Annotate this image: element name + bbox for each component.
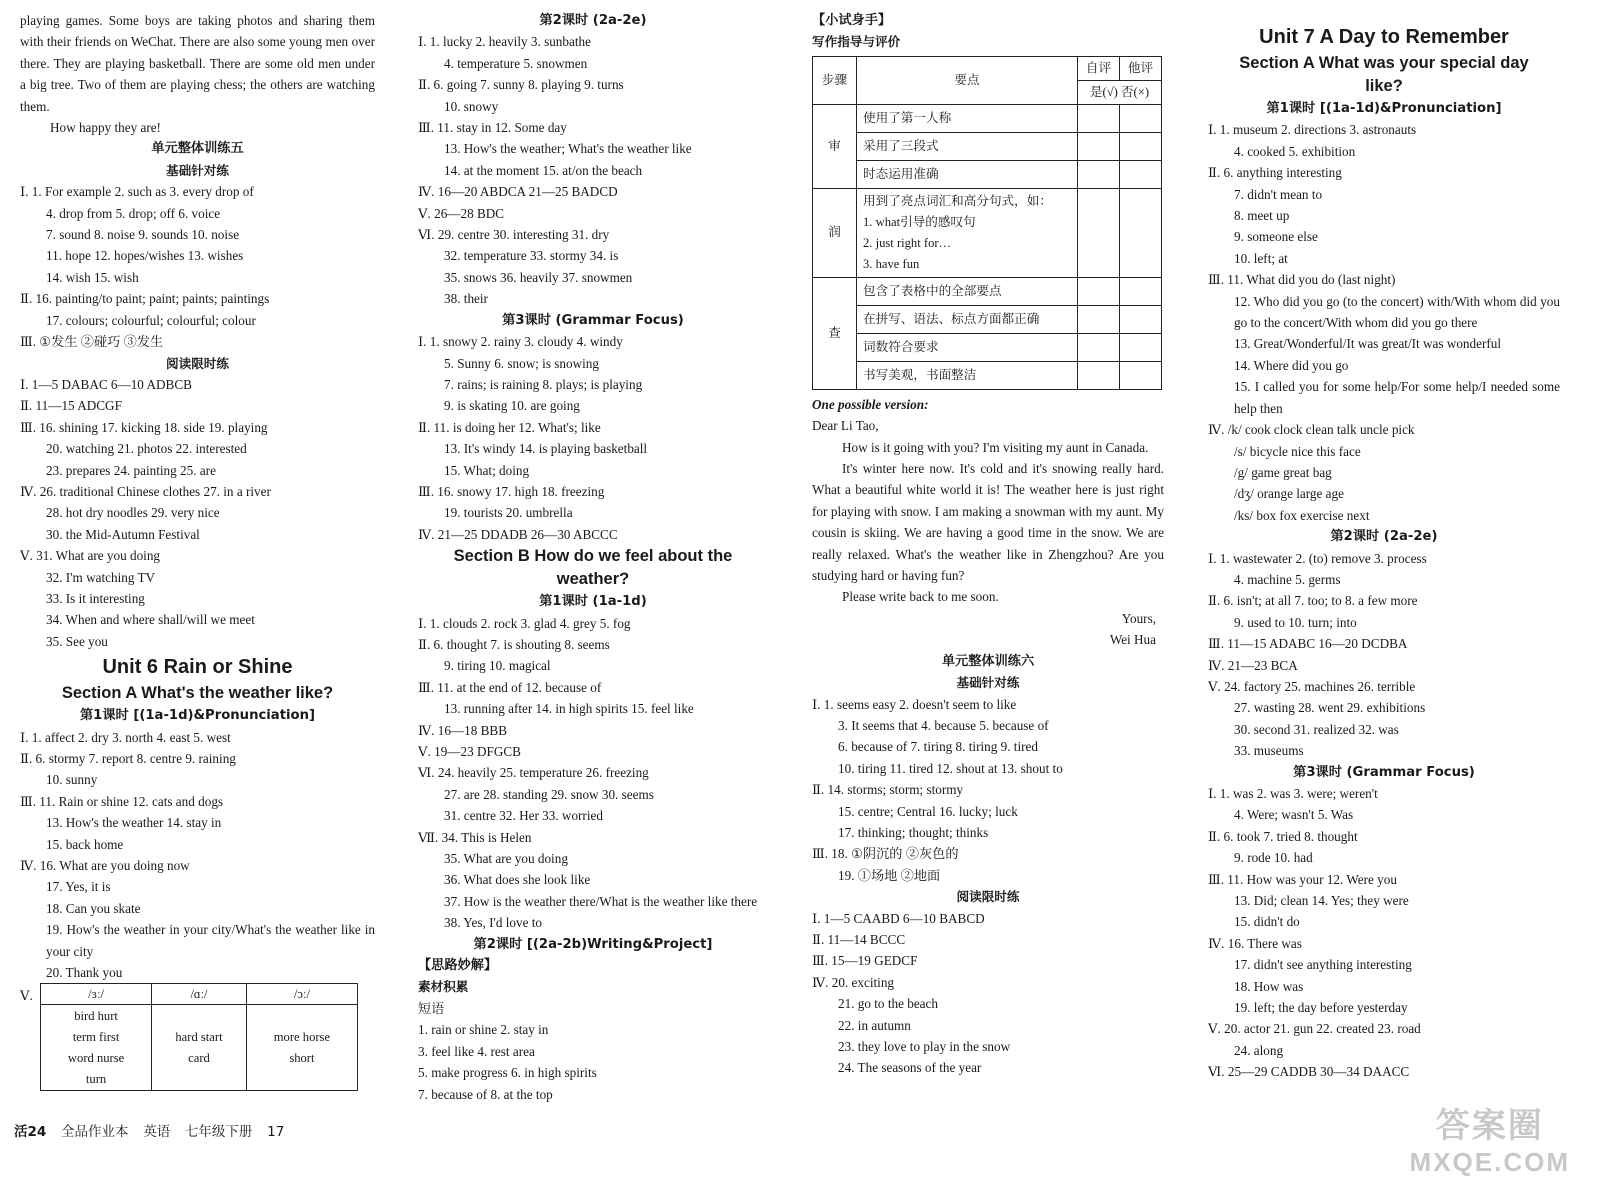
answer-line: 10. left; at (1234, 250, 1288, 266)
lesson-heading: 第3课时 (Grammar Focus) (502, 312, 684, 328)
letter-signature: Wei Hua (1109, 632, 1156, 648)
answer-line: 31. centre 32. Her 33. worried (444, 808, 603, 824)
answer-line: 13. Great/Wonderful/It was great/It was wonderful (1234, 336, 1501, 352)
lesson-heading: 第2课时 (2a-2e) (1330, 529, 1438, 545)
tip-heading: 【小试身手】 (812, 13, 892, 28)
answer-line: 17. thinking; thought; thinks (838, 824, 989, 840)
answer-line: Ⅳ. 16—18 BBB (418, 722, 508, 738)
answer-line: /s/ bicycle nice this face (1234, 443, 1361, 459)
phonetics-table (40, 983, 358, 1091)
answer-line: 28. hot dry noodles 29. very nice (46, 505, 220, 521)
empty-cell (1120, 305, 1162, 333)
empty-cell (1078, 132, 1120, 160)
answer-line: Ⅱ. 6. isn't; at all 7. too; to 8. a few more (1208, 593, 1418, 609)
point-cell: 词数符合要求 (857, 333, 1078, 361)
answer-line: 23. they love to play in the snow (838, 1039, 1011, 1054)
answer-line: 24. along (1234, 1042, 1284, 1058)
answer-line: 21. go to the beach (838, 996, 938, 1012)
answer-line: 34. When and where shall/will we meet (46, 612, 255, 628)
answer-line: 13. Did; clean 14. Yes; they were (1234, 893, 1409, 909)
answer-line: 27. wasting 28. went 29. exhibitions (1234, 700, 1426, 716)
empty-cell (1120, 188, 1162, 277)
answer-line: Ⅰ. 1. wastewater 2. (to) remove 3. process (1208, 550, 1427, 566)
letter-paragraph: Please write back to me soon. (842, 589, 999, 605)
answer-line: Ⅰ. 1. clouds 2. rock 3. glad 4. grey 5. fog (418, 615, 631, 631)
point-cell: 使用了第一人称 (857, 104, 1078, 132)
answer-line: Ⅴ. 19—23 DFGCB (418, 744, 521, 759)
phrases-label: 短语 (418, 1000, 445, 1016)
answer-line: 9. is skating 10. are going (444, 398, 580, 414)
answer-line: Ⅱ. 14. storms; storm; stormy (812, 782, 964, 798)
answer-line: Ⅱ. 6. thought 7. is shouting 8. seems (418, 636, 610, 652)
answer-line: Ⅰ. 1. snowy 2. rainy 3. cloudy 4. windy (418, 334, 623, 350)
answer-line: Ⅵ. 29. centre 30. interesting 31. dry (418, 227, 610, 243)
answer-line: 9. tiring 10. magical (444, 658, 551, 674)
answer-line: Ⅰ. 1—5 CAABD 6—10 BABCD (812, 910, 985, 926)
unit-title: Unit 7 A Day to Remember (1259, 26, 1509, 48)
answer-line: Ⅲ. 11. Rain or shine 12. cats and dogs (20, 793, 224, 809)
lesson-heading: 第1课时 (1a-1d) (539, 594, 647, 610)
answer-line: /g/ game great bag (1234, 464, 1332, 480)
answer-line: 12. Who did you go (to the concert) with/With whom did you go to the concert/With whom did you go there (1234, 293, 1560, 331)
lesson-heading: 第2课时 (2a-2e) (539, 13, 647, 28)
answer-line: 9. used to 10. turn; into (1234, 614, 1357, 630)
empty-cell (1120, 104, 1162, 132)
answer-line: 24. The seasons of the year (838, 1060, 982, 1076)
step-cell: 查 (813, 277, 857, 389)
answer-line: 19. ①场地 ②地面 (838, 867, 941, 883)
answer-line: 4. machine 5. germs (1234, 571, 1341, 587)
answer-line: 13. It's windy 14. is playing basketball (444, 441, 648, 457)
answer-line: Ⅴ. 31. What are you doing (20, 548, 161, 564)
point-cell: 在拼写、语法、标点方面都正确 (857, 305, 1078, 333)
empty-cell (1120, 361, 1162, 389)
footer-badge: 活24 (14, 1124, 47, 1140)
answer-line: 13. How's the weather 14. stay in (46, 815, 222, 831)
lesson-heading: 第1课时 [(1a-1d)&Pronunciation] (1266, 101, 1502, 116)
guide-heading: 写作指导与评价 (812, 34, 901, 50)
answer-line: Ⅰ. 1. For example 2. such as 3. every drop of (20, 184, 254, 200)
answer-line: 23. prepares 24. painting 25. are (46, 462, 216, 478)
answer-line: 5. Sunny 6. snow; is snowing (444, 355, 599, 371)
answer-line: Ⅶ. 34. This is Helen (418, 829, 532, 845)
answer-line: 18. Can you skate (46, 900, 141, 916)
empty-cell (1120, 277, 1162, 305)
answer-line: 33. museums (1234, 743, 1304, 759)
page-number: 17 (267, 1124, 285, 1140)
answer-line: 14. Where did you go (1234, 357, 1349, 373)
answer-line: Ⅱ. 6. going 7. sunny 8. playing 9. turns (418, 77, 624, 93)
answer-line: Ⅰ. 1. was 2. was 3. were; weren't (1208, 786, 1378, 801)
answer-line: Ⅳ. 21—23 BCA (1208, 657, 1298, 673)
answer-line: Ⅴ. 26—28 BDC (418, 205, 505, 221)
answer-line: Ⅲ. 11. What did you do (last night) (1208, 272, 1396, 288)
lesson-heading: 第3课时 (Grammar Focus) (1293, 764, 1475, 780)
empty-cell (1078, 188, 1120, 277)
answer-line: 10. sunny (46, 772, 98, 788)
point-cell: 用到了亮点词汇和高分句式，如： 1. what引导的感叹句 2. just right for… 3. have fun (857, 188, 1078, 277)
answer-line: 38. their (444, 291, 488, 307)
answer-line: 15. What; doing (444, 462, 530, 478)
point-cell: 书写美观，书面整洁 (857, 361, 1078, 389)
section-heading: 单元整体训练五 (151, 141, 244, 157)
footer-grade: 七年级下册 (184, 1124, 253, 1140)
empty-cell (1078, 333, 1120, 361)
column-3 (812, 10, 1164, 1079)
empty-cell (1078, 361, 1120, 389)
answer-line: Ⅵ. 25—29 CADDB 30—34 DAACC (1208, 1064, 1410, 1080)
answer-line: Ⅳ. /k/ cook clock clean talk uncle pick (1208, 422, 1415, 438)
answer-line: Ⅳ. 16. There was (1208, 935, 1302, 951)
answer-line: 3. It seems that 4. because 5. because of (838, 717, 1049, 733)
answer-line: 19. tourists 20. umbrella (444, 505, 573, 521)
answer-line: Ⅰ. 1. lucky 2. heavily 3. sunbathe (418, 34, 591, 50)
answer-line: Ⅲ. 11. stay in 12. Some day (418, 120, 567, 136)
table-header: 是(√) 否(×) (1078, 80, 1162, 104)
empty-cell (1120, 333, 1162, 361)
answer-line: 4. drop from 5. drop; off 6. voice (46, 205, 221, 221)
answer-line: 33. Is it interesting (46, 590, 145, 606)
answer-line: 17. didn't see anything interesting (1234, 957, 1412, 973)
column-1 (20, 10, 375, 1091)
evaluation-table (812, 56, 1162, 390)
answer-line: 32. temperature 33. stormy 34. is (444, 248, 619, 264)
answer-line: Ⅳ. 21—25 DDADB 26—30 ABCCC (418, 526, 618, 542)
answer-line: 35. snows 36. heavily 37. snowmen (444, 269, 633, 285)
section-title: Section B How do we feel about the weather? (453, 547, 733, 589)
answer-line: 37. How is the weather there/What is the weather like there (444, 893, 758, 909)
table-header: 要点 (857, 56, 1078, 104)
answer-line: 13. How's the weather; What's the weather like (444, 141, 692, 157)
answer-line: 7. rains; is raining 8. plays; is playing (444, 376, 643, 392)
answer-line: Ⅴ. 20. actor 21. gun 22. created 23. road (1208, 1021, 1421, 1037)
answer-line: 15. I called you for some help/For some help/I needed some help then (1234, 379, 1560, 416)
answer-line: 19. How's the weather in your city/What's the weather like in your city (46, 922, 375, 959)
material-heading: 素材积累 (418, 979, 469, 995)
answer-line: 9. someone else (1234, 229, 1318, 245)
answer-line: Ⅱ. 11—14 BCCC (812, 931, 906, 947)
footer-book: 全品作业本 (61, 1124, 129, 1140)
answer-line: Ⅲ. 18. ①阴沉的 ②灰色的 (812, 846, 959, 862)
phonetic-header: /ɜː/ (41, 984, 152, 1005)
answer-line: Ⅰ. 1. museum 2. directions 3. astronauts (1208, 122, 1417, 138)
point-cell: 时态运用准确 (857, 160, 1078, 188)
answer-line: 10. snowy (444, 98, 499, 114)
unit-title: Unit 6 Rain or Shine (102, 656, 293, 679)
letter-paragraph: How is it going with you? I'm visiting my aunt in Canada. (842, 439, 1149, 455)
section-subheading: 基础针对练 (166, 162, 229, 178)
answer-line: 20. Thank you (46, 965, 123, 981)
answer-line: 5. make progress 6. in high spirits (418, 1065, 597, 1081)
empty-cell (1120, 160, 1162, 188)
answer-line: 15. back home (46, 836, 124, 852)
answer-line: 15. didn't do (1234, 914, 1300, 930)
answer-line: 7. because of 8. at the top (418, 1086, 553, 1102)
answer-line: Ⅳ. 20. exciting (812, 974, 895, 990)
empty-cell (1078, 277, 1120, 305)
answer-line: Ⅱ. 11—15 ADCGF (20, 398, 122, 414)
point-cell: 采用了三段式 (857, 132, 1078, 160)
phonetics-block (20, 983, 375, 1091)
answer-line: Ⅱ. 6. took 7. tried 8. thought (1208, 828, 1358, 844)
section-subheading: 阅读限时练 (956, 889, 1020, 905)
answer-line: /dʒ/ orange large age (1234, 486, 1344, 502)
answer-line: 17. colours; colourful; colourful; colour (46, 312, 256, 328)
page-footer (14, 1120, 294, 1140)
answer-line: 8. meet up (1234, 208, 1290, 224)
answer-line: 7. didn't mean to (1234, 186, 1323, 202)
answer-line: Ⅴ. 24. factory 25. machines 26. terrible (1208, 678, 1416, 694)
watermark-text: 答案圈 (1435, 1107, 1544, 1145)
answer-line: 30. the Mid-Autumn Festival (46, 526, 200, 542)
section-title: Section A What was your special day like? (1239, 54, 1529, 95)
section-heading: 单元整体训练六 (941, 653, 1035, 669)
phonetic-cell: bird hurt term first word nurse turn (41, 1005, 152, 1091)
answer-line: 10. tiring 11. tired 12. shout at 13. shout to (838, 760, 1063, 776)
answer-line: 1. rain or shine 2. stay in (418, 1022, 549, 1038)
column-2 (418, 10, 768, 1105)
version-label: One possible version: (812, 396, 929, 412)
answer-line: Ⅲ. 11—15 ADABC 16—20 DCDBA (1208, 636, 1408, 652)
answer-line: 4. Were; wasn't 5. Was (1234, 807, 1354, 823)
answer-line: 4. cooked 5. exhibition (1234, 143, 1356, 159)
passage-text: How happy they are! (50, 120, 161, 136)
answer-line: Ⅰ. 1. seems easy 2. doesn't seem to like (812, 696, 1017, 712)
answer-line: Ⅲ. 16. shining 17. kicking 18. side 19. playing (20, 419, 268, 435)
phonetic-cell: hard start card (152, 1005, 247, 1091)
empty-cell (1078, 104, 1120, 132)
answer-line: 13. running after 14. in high spirits 15. feel like (444, 701, 694, 717)
answer-line: 22. in autumn (838, 1017, 911, 1033)
passage-text: playing games. Some boys are taking photos and sharing them with their friends on WeChat. There are also some young men over there. They are playing basketball. There are some old men under a big tree. Two of them are playing chess; the others are watching them. (20, 13, 375, 114)
tip-heading: 【思路妙解】 (418, 958, 498, 974)
answer-line: 11. hope 12. hopes/wishes 13. wishes (46, 248, 244, 264)
answer-line: 38. Yes, I'd love to (444, 915, 542, 931)
answer-line: 15. centre; Central 16. lucky; luck (838, 803, 1018, 819)
answer-line: 20. watching 21. photos 22. interested (46, 441, 247, 457)
answer-line: /ks/ box fox exercise next (1234, 507, 1370, 523)
answer-line: 6. because of 7. tiring 8. tiring 9. tired (838, 739, 1038, 755)
answer-line: Ⅰ. 1. affect 2. dry 3. north 4. east 5. west (20, 729, 231, 745)
point-cell: 包含了表格中的全部要点 (857, 277, 1078, 305)
answer-line: 18. How was (1234, 978, 1304, 994)
answer-line: 4. temperature 5. snowmen (444, 55, 588, 71)
section-subheading: 阅读限时练 (166, 355, 229, 371)
answer-line: Ⅱ. 16. painting/to paint; paint; paints; paintings (20, 291, 270, 307)
answer-line: Ⅰ. 1—5 DABAC 6—10 ADBCB (20, 376, 192, 392)
footer-subject: 英语 (143, 1124, 171, 1140)
table-header: 自评 (1078, 56, 1120, 80)
table-header: 他评 (1120, 56, 1162, 80)
lesson-heading: 第1课时 [(1a-1d)&Pronunciation] (79, 708, 315, 724)
section-subheading: 基础针对练 (956, 675, 1020, 691)
phonetic-header: /ɔː/ (246, 984, 357, 1005)
answer-line: 27. are 28. standing 29. snow 30. seems (444, 786, 654, 802)
answer-line: Ⅲ. 15—19 GEDCF (812, 953, 918, 969)
answer-line: Ⅳ. 26. traditional Chinese clothes 27. in a river (20, 483, 271, 499)
step-cell: 审 (813, 104, 857, 188)
answer-line: Ⅲ. 11. How was your 12. Were you (1208, 871, 1397, 887)
answer-line: 32. I'm watching TV (46, 569, 156, 585)
answer-line: 36. What does she look like (444, 872, 591, 888)
answer-line: Ⅱ. 11. is doing her 12. What's; like (418, 419, 601, 435)
empty-cell (1120, 132, 1162, 160)
section-title: Section A What's the weather like? (61, 684, 334, 703)
lesson-heading: 第2课时 [(2a-2b)Writing&Project] (473, 936, 713, 952)
letter-paragraph: It's winter here now. It's cold and it's snowing really hard. What a beautiful white world it is! The weather here is just right for playing with snow. I am making a snowman with my aunt. My cousin is skiing. We are having a good time in the snow. We are really relaxed. What's the weather like in Zhengzhou? Are you studying hard or having fun? (812, 461, 1164, 584)
watermark-url: MXQE.COM (1409, 1147, 1570, 1177)
answer-line: 17. Yes, it is (46, 879, 111, 895)
step-cell: 润 (813, 188, 857, 277)
phonetic-header: /ɑː/ (152, 984, 247, 1005)
empty-cell (1078, 160, 1120, 188)
answer-line: 9. rode 10. had (1234, 850, 1313, 866)
letter-closing: Yours, (1121, 610, 1156, 626)
answer-line: Ⅳ. 16—20 ABDCA 21—25 BADCD (418, 184, 618, 200)
answer-line: 19. left; the day before yesterday (1234, 1000, 1408, 1016)
empty-cell (1078, 305, 1120, 333)
answer-line: Ⅳ. 16. What are you doing now (20, 858, 190, 874)
answer-line: 30. second 31. realized 32. was (1234, 721, 1399, 737)
answer-line: 7. sound 8. noise 9. sounds 10. noise (46, 227, 240, 243)
answer-line: Ⅱ. 6. anything interesting (1208, 165, 1342, 181)
answer-line: 3. feel like 4. rest area (418, 1043, 535, 1059)
answer-line: Ⅵ. 24. heavily 25. temperature 26. freezing (418, 765, 649, 781)
answer-line: 14. wish 15. wish (46, 269, 139, 285)
answer-line: 35. See you (46, 633, 108, 649)
answer-line: 14. at the moment 15. at/on the beach (444, 162, 643, 178)
column-4 (1208, 10, 1560, 1083)
phonetic-cell: more horse short (246, 1005, 357, 1091)
answer-line: 35. What are you doing (444, 851, 568, 867)
letter-greeting: Dear Li Tao, (812, 418, 879, 434)
answer-line: Ⅲ. ①发生 ②碰巧 ③发生 (20, 334, 164, 350)
answer-line: Ⅲ. 16. snowy 17. high 18. freezing (418, 483, 605, 499)
answer-line: Ⅲ. 11. at the end of 12. because of (418, 679, 602, 695)
answer-line: Ⅱ. 6. stormy 7. report 8. centre 9. raining (20, 751, 236, 766)
table-header: 步骤 (813, 56, 857, 104)
question-number: Ⅴ. (20, 988, 33, 1004)
watermark-logo (1410, 1098, 1570, 1178)
